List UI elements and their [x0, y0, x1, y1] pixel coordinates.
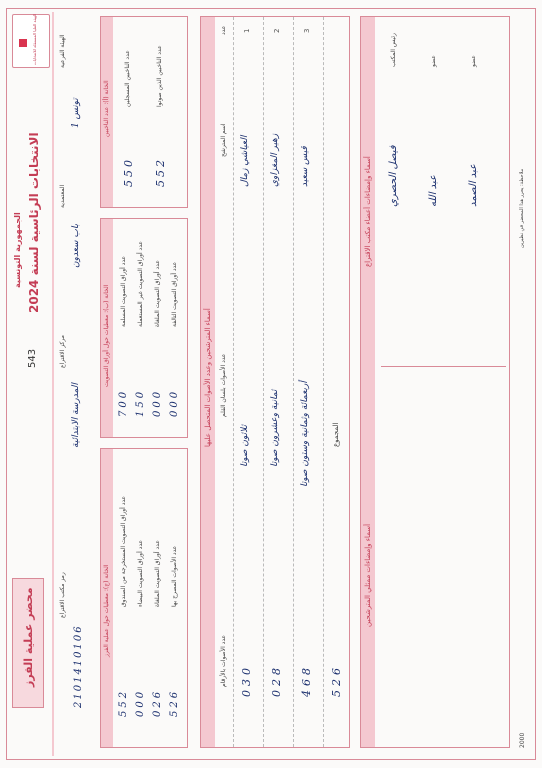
count-row-4-value: 526: [169, 688, 180, 717]
candidates-table: [200, 16, 350, 748]
member2-label: عضو: [470, 55, 477, 67]
col-words-header: عدد الأصوات بلسان القلم: [220, 353, 227, 417]
country-name: الجمهورية التونسية: [13, 212, 22, 288]
footer-note: ملاحظة: يحرر هذا المحضر في نظيرين: [519, 168, 525, 248]
col-digits-header: عدد الأصوات بالأرقام: [220, 634, 227, 687]
count-row-2-label: عدد أوراق التصويت البيضاء: [137, 539, 144, 607]
candidate-1-name: العياشي زمال: [240, 135, 250, 187]
delegation-label: المعتمدية: [59, 184, 66, 208]
ballots-row-4-value: 000: [169, 388, 180, 417]
candidate-2-name: زهير المغزاوي: [270, 133, 280, 187]
serial-number: 543: [27, 348, 38, 368]
col-rank-header: عدد: [220, 25, 227, 35]
office-code-label: رمز مكتب الاقتراع: [59, 572, 66, 618]
candidate-2-words: ثمانية وعشرون صوتا: [270, 389, 280, 467]
logo-text: الهيئة العليا المستقلة للانتخابات: [32, 13, 37, 65]
form-title: محضر عملية الفرز: [22, 587, 35, 687]
voters-row-2-value: 552: [154, 157, 167, 187]
ballots-section: [100, 218, 188, 438]
candidate-2-digits: 028: [270, 664, 283, 697]
ballots-row-3-label: عدد أوراق التصويت الملغاة: [154, 260, 161, 327]
col-name-header: اسم المترشح: [220, 123, 227, 157]
ballots-row-1-label: عدد أوراق التصويت المسلمة: [120, 255, 127, 327]
count-row-1-value: 552: [118, 688, 129, 717]
count-row-3-value: 026: [152, 688, 163, 717]
count-row-1-label: عدد أوراق التصويت المستخرجة من الصندوق: [120, 495, 127, 607]
count-row-2-value: 000: [135, 688, 146, 717]
member1-label: عضو: [430, 55, 437, 67]
candidate-3-num: 3: [303, 28, 311, 33]
header-divider: [52, 12, 54, 756]
ballots-row-3-value: 000: [152, 388, 163, 417]
member1-name: عبد الله: [428, 175, 439, 207]
candidate-3-digits: 468: [300, 664, 313, 697]
center-value: المدرسة الابتدائية: [71, 383, 81, 448]
voters-row-1-label: عدد الناخبين المسجلين: [124, 50, 131, 107]
page-ref: 2000: [519, 732, 526, 748]
row-divider: [233, 17, 234, 747]
member2-name: عبد الصمد: [468, 164, 479, 207]
signatures-title: أسماء وإمضاءات أعضاء مكتب الاقتراع: [364, 156, 372, 267]
count-title: الخانة (ج): معطيات حول عملية الفرز: [103, 564, 110, 657]
ballots-row-4-label: عدد أوراق التصويت التالفة: [171, 261, 178, 327]
voters-section: [100, 16, 188, 208]
president-label: رئيس المكتب: [390, 33, 397, 67]
count-row-4-label: عدد الأصوات المصرح بها: [171, 545, 178, 607]
count-section: [100, 448, 188, 748]
ballots-row-1-value: 700: [118, 388, 129, 417]
candidate-3-name: قيس سعيد: [300, 146, 310, 187]
row-divider: [293, 17, 294, 747]
election-title: الانتخابات الرئاسية لسنة 2024: [27, 132, 41, 313]
center-label: مركز الاقتراع: [59, 335, 66, 368]
voters-row-2-label: عدد الناخبين الذين صوتوا: [156, 45, 163, 107]
isie-logo: [12, 14, 50, 68]
governorate-value: تونس 1: [71, 98, 81, 128]
ballots-title: الخانة (ب): معطيات حول أوراق التصويت: [103, 284, 110, 387]
total-label: المجموع: [332, 422, 340, 447]
signatures-header-band: [361, 17, 375, 747]
signatures-section: [360, 16, 510, 748]
form-title-box: [12, 578, 44, 708]
voters-row-1-value: 550: [122, 157, 135, 187]
signatures-divider: [381, 366, 506, 367]
row-divider: [263, 17, 264, 747]
candidate-2-num: 2: [273, 28, 281, 33]
governorate-label: الهيئة الفرعية: [59, 34, 66, 68]
row-divider: [323, 17, 324, 747]
candidate-1-digits: 030: [240, 664, 253, 697]
ballots-row-2-value: 150: [135, 388, 146, 417]
voters-title: الخانة (أ): عدد الناخبين: [103, 80, 110, 137]
president-name: فيصل الحصري: [388, 145, 399, 207]
logo-mark-icon: [19, 39, 27, 47]
ballots-row-2-label: عدد أوراق التصويت غير المستعملة: [137, 241, 144, 327]
candidate-3-words: أربعمائة وثمانية وستون صوتا: [300, 381, 310, 487]
count-row-3-label: عدد أوراق التصويت الملغاة: [154, 540, 161, 607]
delegation-value: باب سعدون: [71, 223, 81, 268]
total-value: 526: [330, 664, 343, 697]
candidate-1-num: 1: [243, 28, 251, 33]
candidate-1-words: ثلاثون صوتا: [240, 424, 250, 467]
candidates-title: أسماء المترشحين وعدد الأصوات المتحصل عليها: [204, 308, 212, 447]
observers-title: أسماء وإمضاءات ممثلي المترشحين: [364, 523, 372, 627]
office-code-value: 2101410106: [73, 624, 84, 708]
